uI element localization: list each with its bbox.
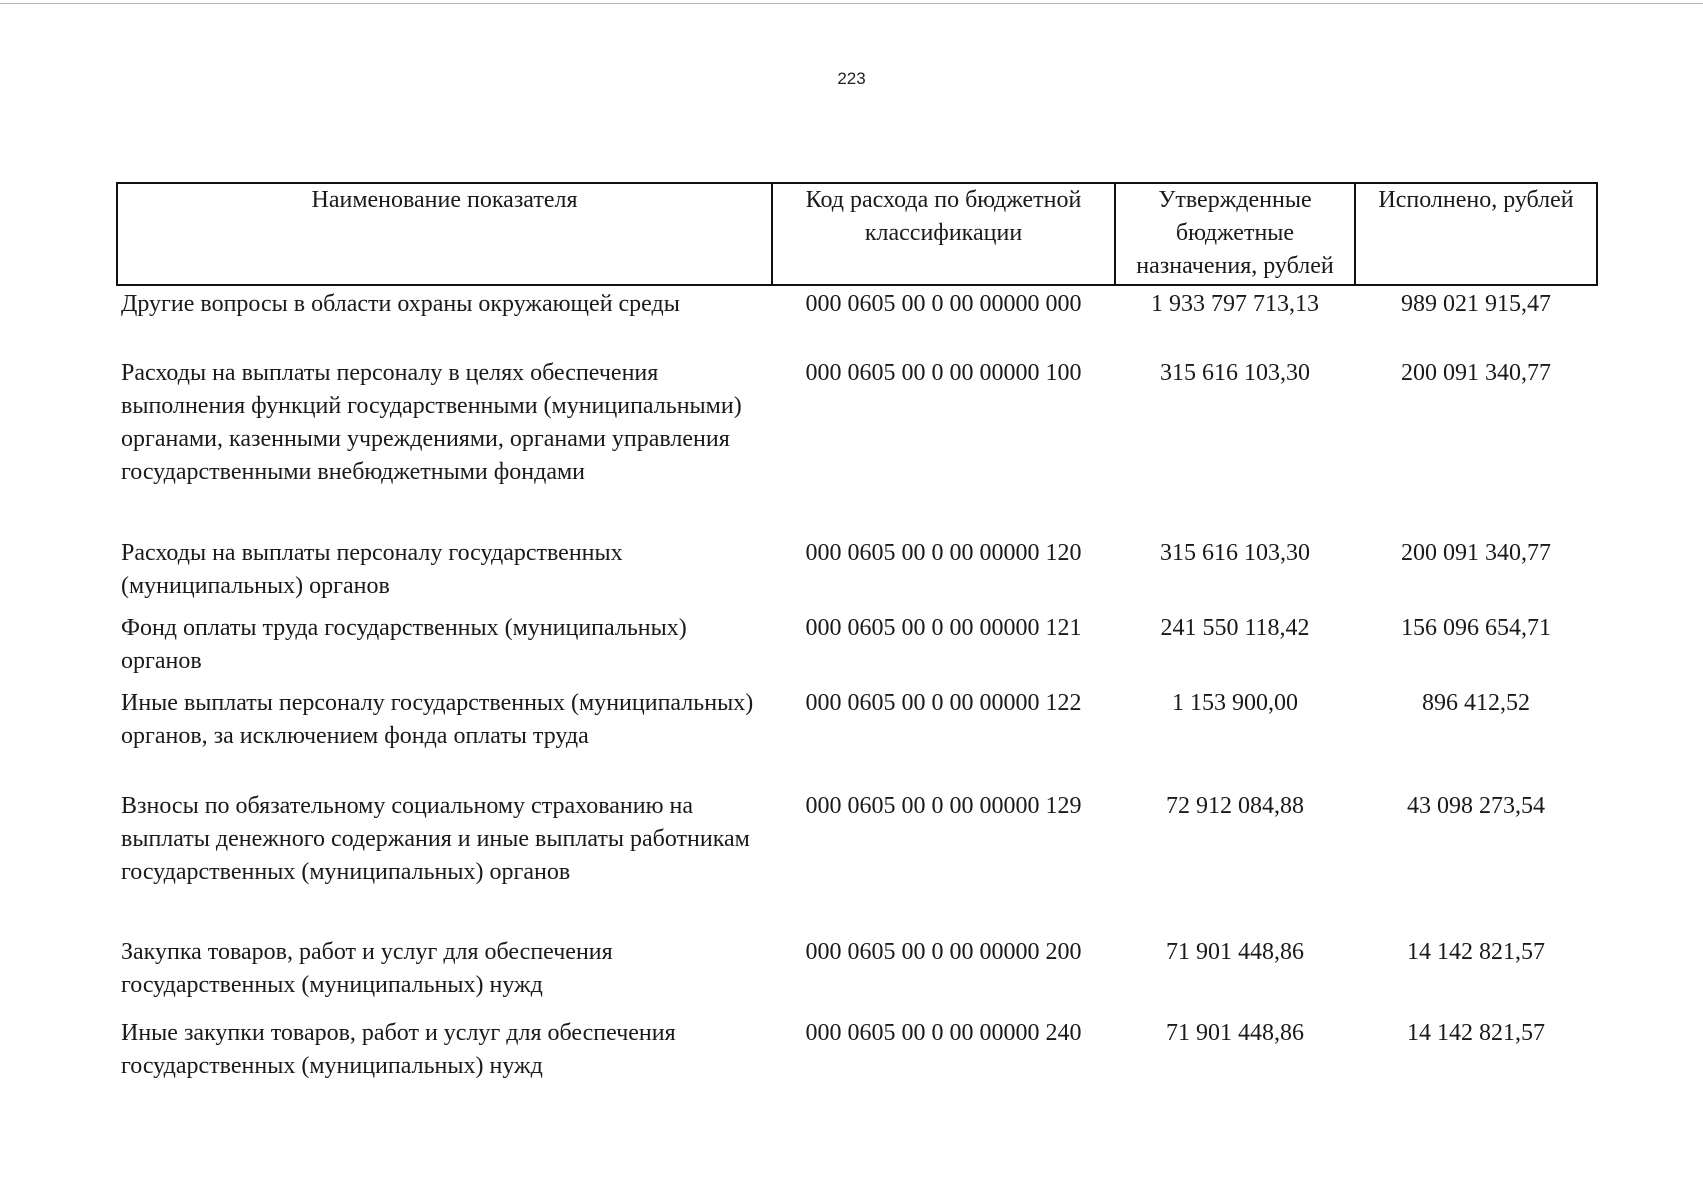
row-executed: 989 021 915,47 [1401,291,1551,317]
row-approved: 1 933 797 713,13 [1151,291,1319,317]
row-name: Взносы по обязательному социальному страхованию на выплаты денежного содержания и иные выплаты работникам государственных (муниципальных) органов [121,793,750,885]
row-code: 000 0605 00 0 00 00000 122 [805,690,1082,716]
row-code: 000 0605 00 0 00 00000 121 [805,615,1082,641]
row-code: 000 0605 00 0 00 00000 240 [805,1020,1082,1046]
row-name: Фонд оплаты труда государственных (муниципальных) органов [121,615,687,674]
table-row [117,1017,1597,1087]
row-code: 000 0605 00 0 00 00000 129 [805,793,1082,819]
row-executed: 200 091 340,77 [1401,540,1551,566]
header-approved-budget: Утвержденные бюджетные назначения, рублей [1115,183,1355,285]
row-executed: 896 412,52 [1422,690,1530,716]
row-name: Расходы на выплаты персоналу государственных (муниципальных) органов [121,540,623,599]
row-approved: 241 550 118,42 [1160,615,1310,641]
row-name: Иные выплаты персоналу государственных (муниципальных) органов, за исключением фонда оплаты труда [121,690,754,749]
table-row [117,285,1597,357]
row-approved: 1 153 900,00 [1172,690,1298,716]
row-code: 000 0605 00 0 00 00000 100 [805,360,1082,386]
row-executed: 200 091 340,77 [1401,360,1551,386]
table-row [117,612,1597,687]
row-executed: 14 142 821,57 [1407,1020,1545,1046]
table-row [117,687,1597,790]
header-executed: Исполнено, рублей [1355,183,1597,285]
row-approved: 315 616 103,30 [1160,540,1310,566]
row-executed: 14 142 821,57 [1407,939,1545,965]
row-approved: 315 616 103,30 [1160,360,1310,386]
table-row [117,936,1597,1017]
header-indicator-name: Наименование показателя [117,183,772,285]
row-name: Расходы на выплаты персоналу в целях обеспечения выполнения функций государственными (муниципальными) органами, казенными учреждениями, органами управления государственными внебюджетными фондами [121,360,742,485]
row-code: 000 0605 00 0 00 00000 200 [805,939,1082,965]
budget-execution-table [116,182,1598,1087]
row-code: 000 0605 00 0 00 00000 000 [805,291,1082,317]
page-number: 223 [837,69,866,88]
table-row [117,537,1597,612]
table-row [117,790,1597,936]
row-name: Закупка товаров, работ и услуг для обеспечения государственных (муниципальных) нужд [121,939,613,998]
header-expense-code: Код расхода по бюджетной классификации [772,183,1115,285]
row-executed: 43 098 273,54 [1407,793,1545,819]
table-header-row [117,183,1597,285]
row-approved: 72 912 084,88 [1166,793,1304,819]
row-executed: 156 096 654,71 [1401,615,1551,641]
top-scan-edge-line [0,3,1703,4]
row-name: Другие вопросы в области охраны окружающей среды [121,291,680,317]
row-code: 000 0605 00 0 00 00000 120 [805,540,1082,566]
row-name: Иные закупки товаров, работ и услуг для обеспечения государственных (муниципальных) нужд [121,1020,676,1079]
row-approved: 71 901 448,86 [1166,939,1304,965]
row-approved: 71 901 448,86 [1166,1020,1304,1046]
table-row [117,357,1597,537]
